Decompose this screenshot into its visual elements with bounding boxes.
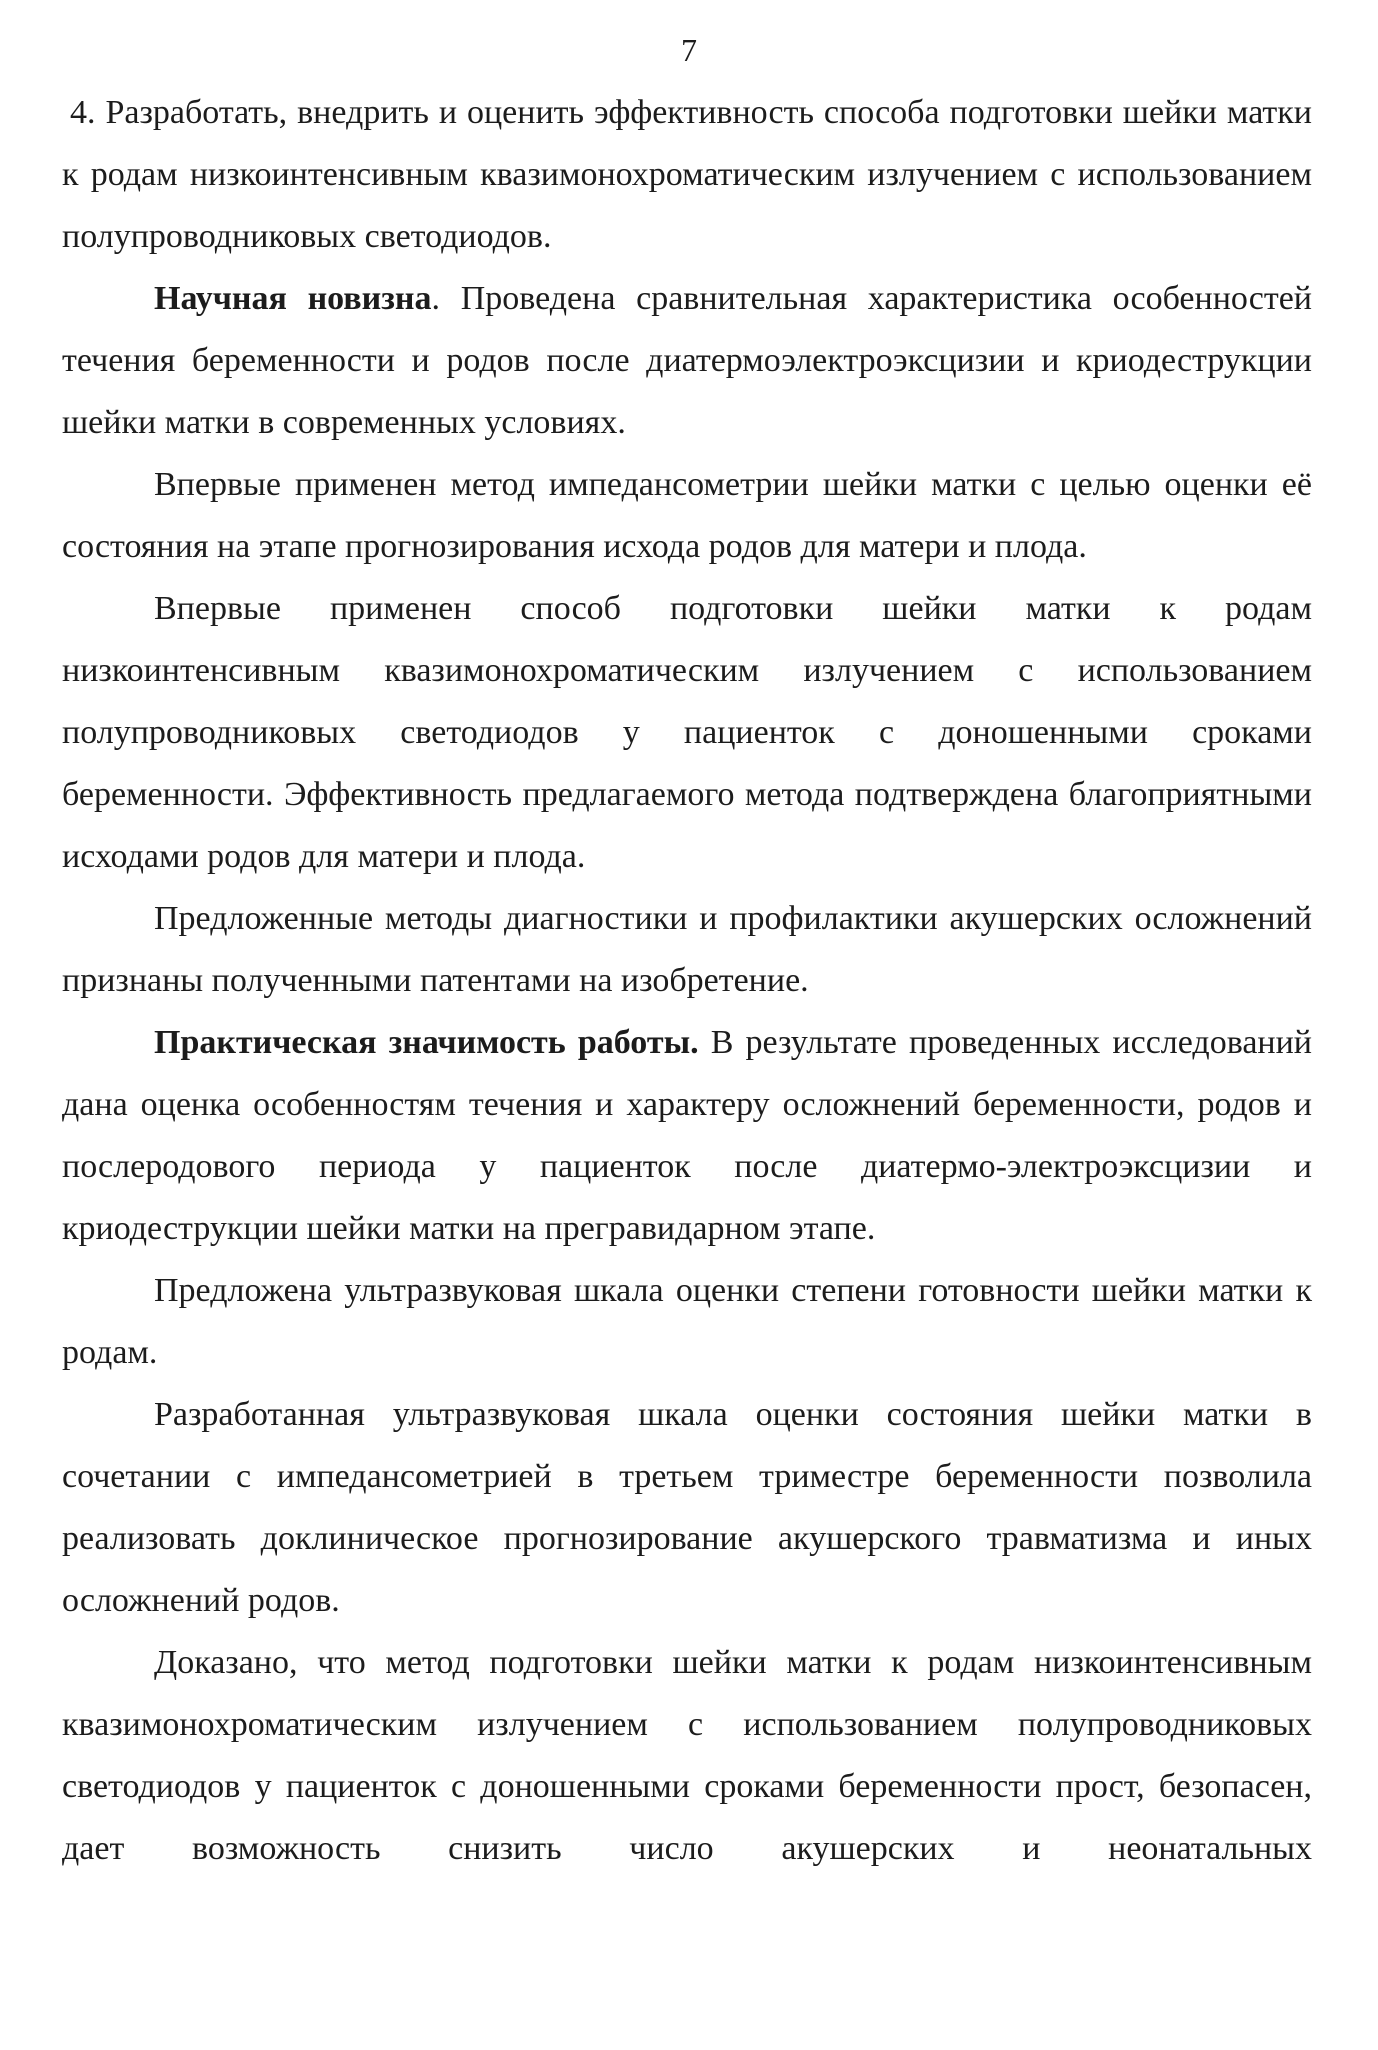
- paragraph-scientific-novelty: [62, 268, 1312, 454]
- paragraph-proven-method: Доказано, что метод подготовки шейки матки к родам низкоинтенсивным квазимонохроматическим излучением с использованием полупроводниковых светодиодов у пациенток с доношенными сроками беременности прост, безопасен, дает возможность снизить число акушерских и неонатальных: [62, 1644, 1312, 1867]
- scientific-novelty-heading: Научная новизна: [154, 280, 432, 317]
- paragraph-ultrasound-scale: Предложена ультразвуковая шкала оценки степени готовности шейки матки к родам.: [62, 1272, 1312, 1371]
- page-number: 7: [681, 32, 697, 68]
- practical-significance-text: В результате проведенных исследований дана оценка особенностям течения и характеру осложнений беременности, родов и послеродового периода у пациенток после диатермо-электроэксцизии и криодеструкции шейки матки на прегравидарном этапе.: [62, 1024, 1312, 1247]
- paragraph-task-4: 4. Разработать, внедрить и оценить эффективность способа подготовки шейки матки к родам низкоинтенсивным квазимонохроматическим излучением с использованием полупроводниковых светодиодов.: [62, 94, 1312, 255]
- paragraph-cervix-preparation-method: Впервые применен способ подготовки шейки матки к родам низкоинтенсивным квазимонохроматическим излучением с использованием полупроводниковых светодиодов у пациенток с доношенными сроками беременности. Эффективность предлагаемого метода подтверждена благоприятными исходами родов для матери и плода.: [62, 590, 1312, 875]
- scientific-novelty-heading-punct: .: [431, 280, 441, 317]
- scientific-novelty-text: Проведена сравнительная характеристика особенностей течения беременности и родов после диатермоэлектроэксцизии и криодеструкции шейки матки в современных условиях.: [62, 280, 1312, 441]
- paragraph-practical-significance: [62, 1012, 1312, 1260]
- practical-significance-heading: Практическая значимость работы.: [154, 1024, 699, 1061]
- paragraph-patents: Предложенные методы диагностики и профилактики акушерских осложнений признаны полученными патентами на изобретение.: [62, 900, 1312, 999]
- paragraph-ultrasound-impedance: Разработанная ультразвуковая шкала оценки состояния шейки матки в сочетании с импедансометрией в третьем триместре беременности позволила реализовать доклиническое прогнозирование акушерского травматизма и иных осложнений родов.: [62, 1396, 1312, 1619]
- paragraph-impedance-method: Впервые применен метод импедансометрии шейки матки с целью оценки её состояния на этапе прогнозирования исхода родов для матери и плода.: [62, 466, 1312, 565]
- document-body: [62, 82, 1312, 1880]
